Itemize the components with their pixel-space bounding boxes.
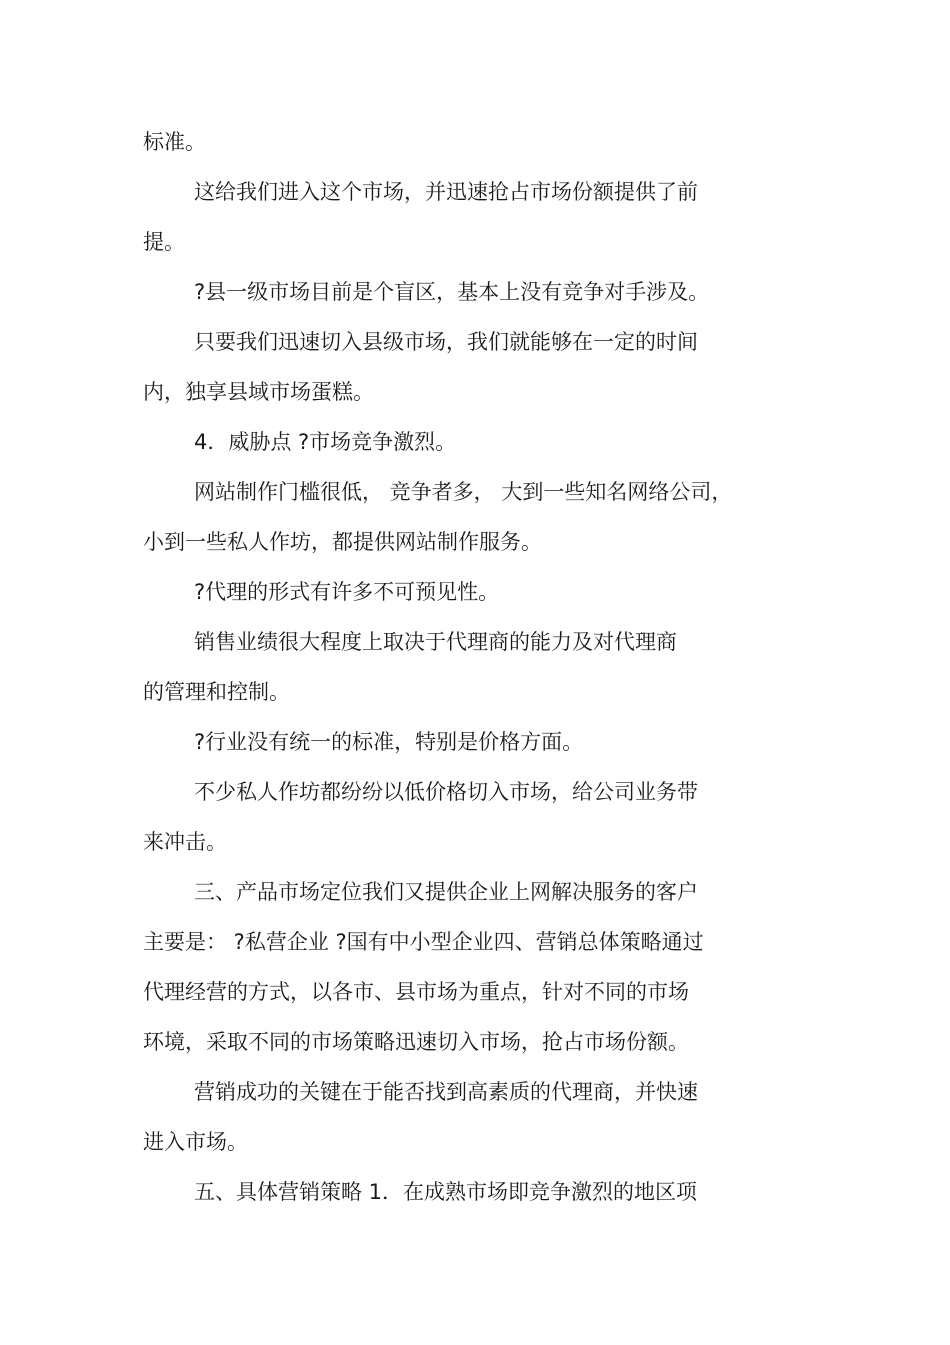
text-line: ?代理的形式有许多不可预见性。 — [194, 580, 500, 604]
text-line: ?县一级市场目前是个盲区，基本上没有竞争对手涉及。 — [194, 280, 710, 304]
text-line: 标准。 — [143, 130, 206, 154]
text-line: 这给我们进入这个市场，并迅速抢占市场份额提供了前 — [194, 180, 698, 204]
text-line: 4．威胁点 ?市场竞争激烈。 — [194, 430, 457, 454]
text-line: 网站制作门槛很低， 竞争者多， 大到一些知名网络公司， — [194, 480, 733, 504]
text-line: 五、具体营销策略 1．在成熟市场即竞争激烈的地区项 — [194, 1180, 698, 1204]
text-line: 环境，采取不同的市场策略迅速切入市场，抢占市场份额。 — [143, 1030, 689, 1054]
text-line: 只要我们迅速切入县级市场，我们就能够在一定的时间 — [194, 330, 698, 354]
text-line: 进入市场。 — [143, 1130, 248, 1154]
text-line: 的管理和控制。 — [143, 680, 290, 704]
text-line: 内，独享县域市场蛋糕。 — [143, 380, 374, 404]
text-line: ?行业没有统一的标准，特别是价格方面。 — [194, 730, 584, 754]
text-line: 不少私人作坊都纷纷以低价格切入市场，给公司业务带 — [194, 780, 698, 804]
text-line: 来冲击。 — [143, 830, 227, 854]
text-line: 小到一些私人作坊，都提供网站制作服务。 — [143, 530, 542, 554]
text-line: 销售业绩很大程度上取决于代理商的能力及对代理商 — [194, 630, 677, 654]
text-line: 提。 — [143, 230, 185, 254]
text-line: 代理经营的方式，以各市、县市场为重点，针对不同的市场 — [143, 980, 689, 1004]
text-line: 三、产品市场定位我们又提供企业上网解决服务的客户 — [194, 880, 698, 904]
text-line: 主要是： ?私营企业 ?国有中小型企业四、营销总体策略通过 — [143, 930, 704, 954]
text-line: 营销成功的关键在于能否找到高素质的代理商，并快速 — [194, 1080, 698, 1104]
